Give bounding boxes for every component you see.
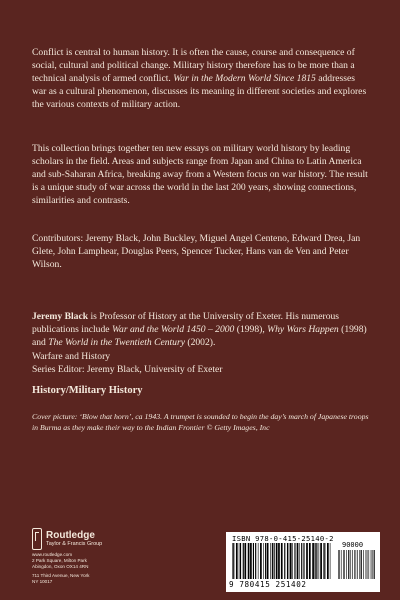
bio-text-c: (1998) and [32, 324, 367, 348]
barcode-bar [267, 543, 269, 579]
barcode-bar [292, 543, 293, 579]
barcode-bar [244, 543, 246, 579]
description-paragraph-2: This collection brings together ten new essays on military world history by leading scholars in the field. Areas and subjects range from Japan and China to Latin America and sub-Saharan Africa, breaking away from a Western focus on war history. The result is a unique study of war across the world in the last 200 years, showing connections, similarities and contrasts. [32, 143, 368, 206]
bio-text-b: (1998), [234, 324, 268, 335]
barcode-bar [312, 543, 314, 579]
barcode-bar [240, 543, 241, 579]
ean-number: 9 780415 251402 [229, 580, 307, 589]
barcode-bar [294, 543, 295, 579]
isbn-barcode [226, 532, 380, 592]
barcode-bar [232, 543, 233, 579]
publisher-block [32, 528, 122, 585]
address-line: Abingdon, Oxon OX14 4RN [32, 563, 89, 569]
barcode-bar [366, 550, 367, 579]
barcode-bar [278, 543, 280, 579]
para1-text-b: addresses war as a cultural phenomenon, discusses its meaning in different societies and explores the various contexts of military action. [32, 73, 367, 110]
publisher-address [32, 552, 122, 585]
barcode-bar [341, 550, 342, 579]
publisher-logo [32, 528, 122, 550]
barcode-bar [287, 543, 288, 579]
barcode-bar [276, 543, 278, 579]
barcode-bar [316, 543, 317, 579]
barcode-bar [356, 550, 357, 579]
barcode-bar [359, 550, 360, 579]
book-title: War in the Modern World Since 1815 [173, 73, 316, 84]
barcode-bar [250, 543, 252, 579]
barcode-bar [344, 550, 345, 579]
series-editor: Series Editor: Jeremy Black, University of Exeter [32, 364, 223, 375]
bio-text-d: (2002). [184, 337, 216, 348]
barcode-bar [350, 550, 351, 579]
barcode-bar [272, 543, 273, 579]
barcode-bar [253, 543, 254, 579]
description-paragraph-1 [32, 46, 370, 111]
author-name: Jeremy Black [32, 311, 89, 322]
bio-book-2: Why Wars Happen [267, 324, 339, 335]
cover-caption: Cover picture: ‘Blow that horn’, ca 1943. A trumpet is sounded to begin the day’s march of Japanese troops in Burma as they make their way to the Indian Frontier © Getty Images, Inc [32, 412, 369, 432]
barcode-bar [348, 550, 349, 579]
barcode-bar [299, 543, 300, 579]
barcode-bar [297, 543, 299, 579]
barcode-main-bars [232, 543, 332, 579]
routledge-logo-icon [32, 528, 42, 550]
barcode-bar [374, 550, 375, 579]
barcode-bar [248, 543, 250, 579]
barcode-bar [324, 543, 325, 579]
price-addon-number: 90000 [342, 541, 364, 549]
barcode-bar [339, 550, 340, 579]
barcode-bar [367, 550, 368, 579]
barcode-addon-bars [338, 550, 376, 579]
publisher-group: Taylor & Francis Group [46, 541, 103, 547]
barcode-bar [281, 543, 283, 579]
barcode-bar [258, 543, 259, 579]
barcode-bar [306, 543, 308, 579]
barcode-bar [361, 550, 362, 579]
barcode-bar [319, 543, 320, 579]
barcode-bar [284, 543, 285, 579]
barcode-bar [369, 550, 370, 579]
barcode-bar [255, 543, 256, 579]
barcode-bar [301, 543, 302, 579]
barcode-bar [309, 543, 311, 579]
barcode-bar [303, 543, 304, 579]
barcode-bar [363, 550, 364, 579]
barcode-bar [338, 550, 339, 579]
subject-category: History/Military History [32, 385, 143, 396]
para1-text-a: Conflict is central to human history. It is often the cause, course and consequence of social, cultural and political change. Military history therefore has to be more than a technical analysis of armed conflict. [32, 47, 355, 84]
barcode-bar [320, 543, 322, 579]
barcode-bar [236, 543, 238, 579]
contributors-paragraph: Contributors: Jeremy Black, John Buckley, Miguel Angel Centeno, Edward Drea, Jan Glete, John Lamphear, Douglas Peers, Spencer Tucker, Hans van de Ven and Peter Wilson. [32, 233, 361, 270]
barcode-bar [265, 543, 266, 579]
barcode-bar [289, 543, 290, 579]
barcode-bar [274, 543, 275, 579]
series-info [32, 350, 223, 376]
barcode-bar [239, 543, 240, 579]
address-line: NY 10017 [32, 579, 53, 585]
barcode-bar [371, 550, 372, 579]
barcode-bar [327, 543, 329, 579]
barcode-bar [290, 543, 292, 579]
publisher-name: Routledge [46, 530, 95, 541]
barcode-bar [233, 543, 234, 579]
barcode-bar [263, 543, 264, 579]
address-line: www.routledge.com [32, 552, 73, 557]
address-line: 711 Third Avenue, New York [32, 573, 90, 579]
address-line: 2 Park Square, Milton Park [32, 557, 87, 563]
barcode-bar [330, 543, 331, 579]
barcode-bar [323, 543, 324, 579]
barcode-bar [343, 550, 344, 579]
barcode-bar [352, 550, 353, 579]
bio-text-a: is Professor of History at the University of Exeter. His numerous publications include [32, 311, 340, 335]
series-name: Warfare and History [32, 351, 111, 362]
barcode-bar [354, 550, 355, 579]
bio-book-3: The World in the Twentieth Century [48, 337, 185, 348]
barcode-bar [243, 543, 244, 579]
bio-book-1: War and the World 1450 – 2000 [111, 324, 235, 335]
barcode-bar [260, 543, 262, 579]
isbn-number: ISBN 978-0-415-25140-2 [232, 534, 334, 543]
barcode-bar [315, 543, 316, 579]
barcode-bar [357, 550, 358, 579]
barcode-bar [372, 550, 373, 579]
barcode-bar [346, 550, 347, 579]
author-bio-paragraph [32, 310, 370, 349]
barcode-bar [270, 543, 271, 579]
